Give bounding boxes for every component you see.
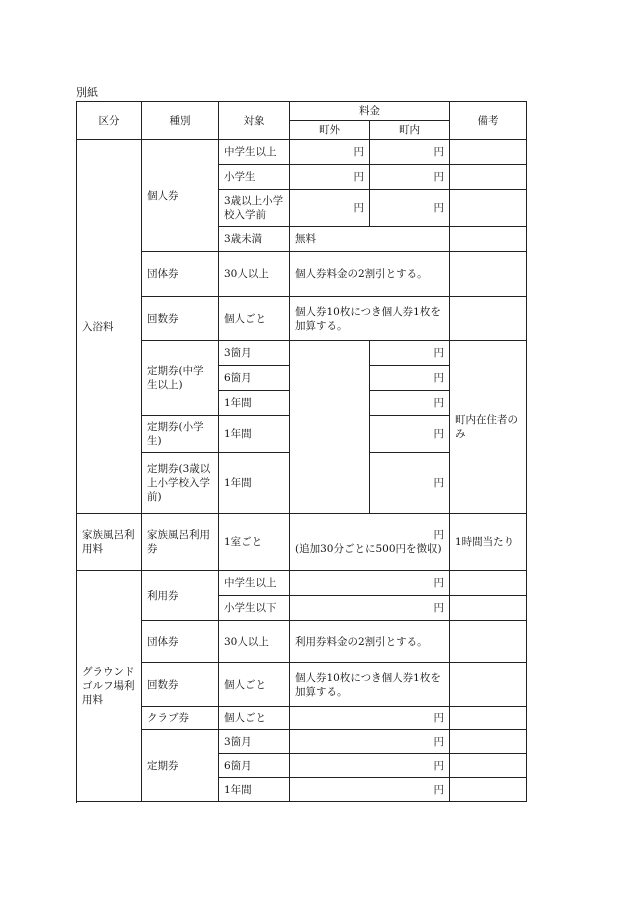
target-shogakusei: 小学生 xyxy=(219,165,290,190)
dantai-note: 個人券料金の2割引とする。 xyxy=(290,252,450,297)
type-club: クラブ券 xyxy=(142,707,219,730)
remarks-cell xyxy=(450,571,527,596)
term-1-year: 1年間 xyxy=(219,391,290,416)
remarks-machinai-only: 町内在住者のみ xyxy=(450,341,527,514)
fee-inside: 円 xyxy=(370,190,450,227)
type-kojin: 個人券 xyxy=(142,140,219,252)
header-machinai: 町内 xyxy=(370,121,450,140)
target-sanju-ijo: 30人以上 xyxy=(219,621,290,663)
remarks-cell xyxy=(450,252,527,297)
type-dantai: 団体券 xyxy=(142,621,219,663)
remarks-cell xyxy=(450,190,527,227)
category-ground: グラウンドゴルフ場利用料 xyxy=(77,571,142,802)
remarks-cell xyxy=(450,227,527,252)
term-1-year: 1年間 xyxy=(219,778,290,802)
fee-inside: 円 xyxy=(370,453,450,514)
remarks-cell xyxy=(450,621,527,663)
fee-outside: 円 xyxy=(290,140,370,165)
kazoku-fee xyxy=(290,514,450,571)
type-riyoken: 利用券 xyxy=(142,571,219,621)
fee-outside: 円 xyxy=(290,165,370,190)
remarks-cell xyxy=(450,297,527,341)
fee-yen: 円 xyxy=(433,529,444,542)
fee-yen: 円 xyxy=(290,596,450,621)
kazoku-note: (追加30分ごとに500円を徴収) xyxy=(295,543,442,556)
term-6-months: 6箇月 xyxy=(219,366,290,391)
fee-inside: 円 xyxy=(370,140,450,165)
dantai-note: 利用券料金の2割引とする。 xyxy=(290,621,450,663)
fee-yen: 円 xyxy=(290,754,450,778)
type-teiki: 定期券 xyxy=(142,730,219,802)
category-kazoku: 家族風呂利用料 xyxy=(77,514,142,571)
term-1-year: 1年間 xyxy=(219,453,290,514)
target-chugaku-ijo: 中学生以上 xyxy=(219,571,290,596)
fee-muryo: 無料 xyxy=(290,227,450,252)
header-shubetsu: 種別 xyxy=(142,102,219,140)
type-kazoku: 家族風呂利用券 xyxy=(142,514,219,571)
remarks-cell xyxy=(450,707,527,730)
remarks-cell xyxy=(450,730,527,754)
remarks-per-hour: 1時間当たり xyxy=(450,514,527,571)
category-nyuyoku: 入浴料 xyxy=(77,140,142,514)
term-6-months: 6箇月 xyxy=(219,754,290,778)
kaisu-note: 個人券10枚につき個人券1枚を加算する。 xyxy=(290,297,450,341)
fee-inside: 円 xyxy=(370,391,450,416)
fee-outside: 円 xyxy=(290,190,370,227)
header-biko: 備考 xyxy=(450,102,527,140)
target-kojin-goto: 個人ごと xyxy=(219,707,290,730)
target-1-room: 1室ごと xyxy=(219,514,290,571)
type-kaisu: 回数券 xyxy=(142,297,219,341)
remarks-cell xyxy=(450,140,527,165)
header-ryokin: 料金 xyxy=(290,102,450,121)
fee-outside-blank xyxy=(290,341,370,514)
header-taisho: 対象 xyxy=(219,102,290,140)
fee-inside: 円 xyxy=(370,416,450,453)
remarks-cell xyxy=(450,754,527,778)
fee-inside: 円 xyxy=(370,165,450,190)
term-3-months: 3箇月 xyxy=(219,341,290,366)
type-teiki-sansai: 定期券(3歳以上小学校入学前) xyxy=(142,453,219,514)
fee-inside: 円 xyxy=(370,341,450,366)
target-kojin-goto: 個人ごと xyxy=(219,663,290,707)
fee-yen: 円 xyxy=(290,571,450,596)
type-teiki-shogaku: 定期券(小学生) xyxy=(142,416,219,453)
type-kaisu: 回数券 xyxy=(142,663,219,707)
remarks-cell xyxy=(450,596,527,621)
fee-yen: 円 xyxy=(290,778,450,802)
target-shogaku-ika: 小学生以下 xyxy=(219,596,290,621)
target-sanju-ijo: 30人以上 xyxy=(219,252,290,297)
remarks-cell xyxy=(450,663,527,707)
target-chugaku-ijo: 中学生以上 xyxy=(219,140,290,165)
term-3-months: 3箇月 xyxy=(219,730,290,754)
fee-inside: 円 xyxy=(370,366,450,391)
target-sansai: 3歳以上小学校入学前 xyxy=(219,190,290,227)
type-teiki-chugaku: 定期券(中学生以上) xyxy=(142,341,219,416)
remarks-cell xyxy=(450,778,527,802)
type-dantai: 団体券 xyxy=(142,252,219,297)
target-sansai-miman: 3歳未満 xyxy=(219,227,290,252)
fee-yen: 円 xyxy=(290,730,450,754)
kaisu-note: 個人券10枚につき個人券1枚を加算する。 xyxy=(290,663,450,707)
header-kubun: 区分 xyxy=(77,102,142,140)
target-kojin-goto: 個人ごと xyxy=(219,297,290,341)
remarks-cell xyxy=(450,165,527,190)
fee-yen: 円 xyxy=(290,707,450,730)
document-label: 別紙 xyxy=(76,86,98,99)
header-machigai: 町外 xyxy=(290,121,370,140)
fee-table xyxy=(76,101,527,802)
term-1-year: 1年間 xyxy=(219,416,290,453)
